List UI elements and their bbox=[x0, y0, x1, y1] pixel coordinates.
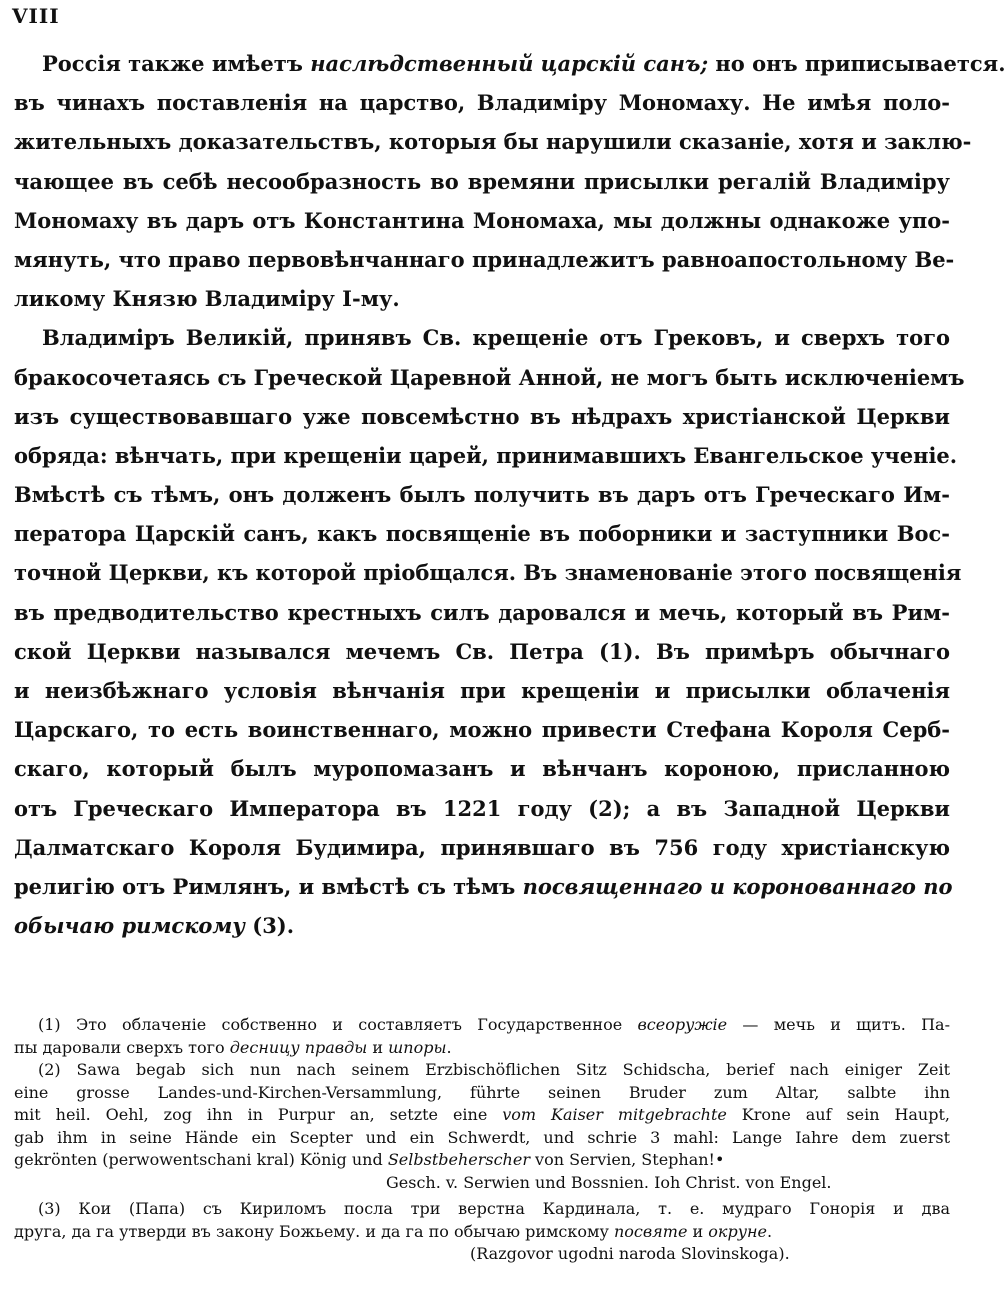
footnote-line: (3) Кои (Папа) съ Кириломъ посла три верстна Кардинала, т. е. мудраго Гонорія и два bbox=[38, 1199, 950, 1218]
text-line: ператора Царскій санъ, какъ посвященіе въ поборники и заступники Вос- bbox=[14, 521, 950, 547]
text-line: чающее въ себѣ несообразность во времяни присылки регалій Владиміру bbox=[14, 168, 950, 194]
footnote-line: gekrönten (perwowentschani kral) König und Selbstbeherscher von Servien, Stephan!• bbox=[14, 1150, 725, 1169]
text-line: Владиміръ Великій, принявъ Св. крещеніе отъ Грековъ, и сверхъ того bbox=[42, 325, 950, 351]
footnote-source: Gesch. v. Serwien und Bossnien. Ioh Christ. von Engel. bbox=[386, 1172, 832, 1192]
main-text bbox=[14, 44, 1006, 945]
text-line: Царскаго, то есть воинственнаго, можно привести Стефана Короля Серб- bbox=[14, 717, 950, 743]
footnote-line: gab ihm in seine Hände ein Scepter und ein Schwerdt, und schrie 3 mahl: Lange Iahre dem zuerst bbox=[14, 1127, 950, 1147]
text-line: Вмѣстѣ съ тѣмъ, онъ долженъ былъ получить въ даръ отъ Греческаго Им- bbox=[14, 482, 950, 508]
page-number: VIII bbox=[12, 4, 60, 28]
text-line: мянуть, что право первовѣнчаннаго принадлежитъ равноапостольному Ве- bbox=[14, 246, 955, 272]
text-line: жительныхъ доказательствъ, которыя бы нарушили сказаніе, хотя и заклю- bbox=[14, 129, 972, 155]
footnote-line: mit heil. Oehl, zog ihn in Purpur an, setzte eine vom Kaiser mitgebrachte Krone auf sein Haupt, bbox=[14, 1105, 950, 1124]
text-line: обычаю римскому (3). bbox=[14, 913, 295, 939]
text-line: Россія также имѣетъ наслѣдственный царскій санъ; но онъ приписывается. bbox=[42, 51, 1006, 76]
footnote-line: eine grosse Landes-und-Kirchen-Versammlung, führte seinen Bruder zum Altar, salbte ihn bbox=[14, 1082, 950, 1102]
text-line: точной Церкви, къ которой пріобщался. Въ знаменованіе этого посвященія bbox=[14, 560, 962, 586]
text-line: ской Церкви назывался мечемъ Св. Петра (1). Въ примѣръ обычнаго bbox=[14, 638, 950, 664]
footnote-line: (1) Это облаченіе собственно и составляетъ Государственное всеоружіе — мечь и щитъ. Па- bbox=[38, 1015, 950, 1034]
text-line: и неизбѣжнаго условія вѣнчанія при крещеніи и присылки облаченія bbox=[14, 678, 950, 703]
text-line: Далматскаго Короля Будимира, принявшаго въ 756 году христіанскую bbox=[14, 834, 950, 860]
footnote-line: друга, да га утверди въ закону Божьему. и да га по обычаю римскому посвяте и окруне. bbox=[14, 1221, 773, 1241]
text-line: бракосочетаясь съ Греческой Царевной Анной, не могъ быть исключеніемъ bbox=[14, 364, 965, 390]
text-line: скаго, который былъ муропомазанъ и вѣнчанъ короною, присланною bbox=[14, 756, 950, 782]
text-line: въ чинахъ поставленія на царство, Владиміру Мономаху. Не имѣя поло- bbox=[14, 90, 950, 116]
text-line: обряда: вѣнчать, при крещеніи царей, принимавшихъ Евангельское ученіе. bbox=[14, 442, 958, 468]
footnote-line: пы даровали сверхъ того десницу правды и шпоры. bbox=[14, 1037, 452, 1057]
footnote-source: (Razgovor ugodni naroda Slovinskoga). bbox=[470, 1244, 790, 1263]
text-line: религію отъ Римлянъ, и вмѣстѣ съ тѣмъ посвященнаго и коронованнаго по bbox=[14, 873, 953, 899]
footnote-line: (2) Sawa begab sich nun nach seinem Erzbischöflichen Sitz Schidscha, berief nach einiger Zeit bbox=[38, 1060, 950, 1079]
text-line: въ предводительство крестныхъ силъ даровался и мечь, который въ Рим- bbox=[14, 599, 950, 625]
text-line: ликому Князю Владиміру І-му. bbox=[14, 286, 400, 312]
text-line: Мономаху въ даръ отъ Константина Мономаха, мы должны однакоже упо- bbox=[14, 207, 950, 233]
text-line: изъ существовавшаго уже повсемѣстно въ нѣдрахъ христіанской Церкви bbox=[14, 403, 950, 429]
text-line: отъ Греческаго Императора въ 1221 году (2); а въ Западной Церкви bbox=[14, 795, 950, 821]
footnotes bbox=[14, 1014, 950, 1266]
